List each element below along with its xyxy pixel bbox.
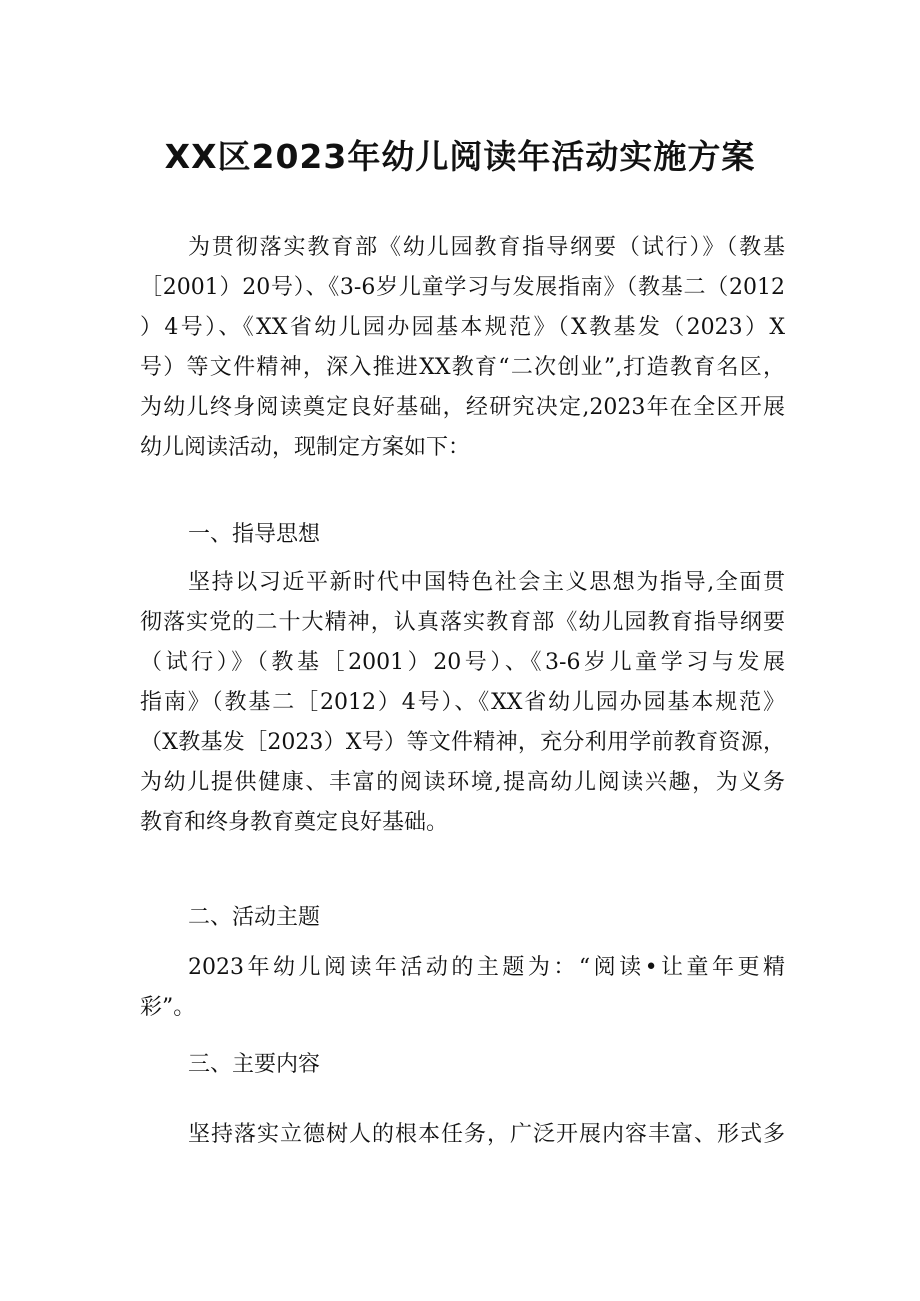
intro-paragraph [140, 228, 785, 468]
paragraph-line: 指南》（教基二［2012）4号）、《XX省幼儿园办园基本规范》 [140, 690, 785, 715]
paragraph-line: （试行）》（教基［2001）20号）、《3-6岁儿童学习与发展 [140, 650, 785, 675]
paragraph-line: 2023年幼儿阅读年活动的主题为：“阅读•让童年更精 [188, 955, 785, 980]
paragraph-line: （X教基发［2023）X号）等文件精神，充分利用学前教育资源， [140, 730, 785, 755]
paragraph-line: 教育和终身教育奠定良好基础。 [140, 810, 449, 835]
paragraph-line: 彻落实党的二十大精神，认真落实教育部《幼儿园教育指导纲要 [140, 610, 785, 635]
section-heading-activity-theme: 二、活动主题 [188, 905, 321, 930]
activity-theme-paragraph [140, 948, 785, 1028]
paragraph-line: 幼儿阅读活动，现制定方案如下： [140, 435, 471, 460]
paragraph-line: ）4号）、《XX省幼儿园办园基本规范》（X教基发（2023）X [140, 315, 785, 340]
paragraph-line: 彩”。 [140, 995, 196, 1020]
guiding-ideology-paragraph [140, 563, 785, 843]
paragraph-line: ［2001）20号）、《3-6岁儿童学习与发展指南》（教基二（2012 [140, 275, 785, 300]
paragraph-line: 号）等文件精神，深入推进XX教育“二次创业”,打造教育名区， [140, 355, 785, 380]
paragraph-line: 坚持以习近平新时代中国特色社会主义思想为指导,全面贯 [188, 570, 785, 595]
paragraph-line: 坚持落实立德树人的根本任务，广泛开展内容丰富、形式多 [188, 1122, 785, 1147]
paragraph-line: 为贯彻落实教育部《幼儿园教育指导纲要（试行）》（教基 [188, 235, 785, 260]
paragraph-line: 为幼儿提供健康、丰富的阅读环境,提高幼儿阅读兴趣，为义务 [140, 770, 785, 795]
paragraph-line: 为幼儿终身阅读奠定良好基础，经研究决定,2023年在全区开展 [140, 395, 785, 420]
main-content-paragraph [140, 1115, 785, 1155]
section-heading-main-content: 三、主要内容 [188, 1052, 321, 1077]
section-heading-guiding-ideology: 一、指导思想 [188, 522, 321, 547]
document-title: XX区2023年幼儿阅读年活动实施方案 [164, 137, 756, 176]
